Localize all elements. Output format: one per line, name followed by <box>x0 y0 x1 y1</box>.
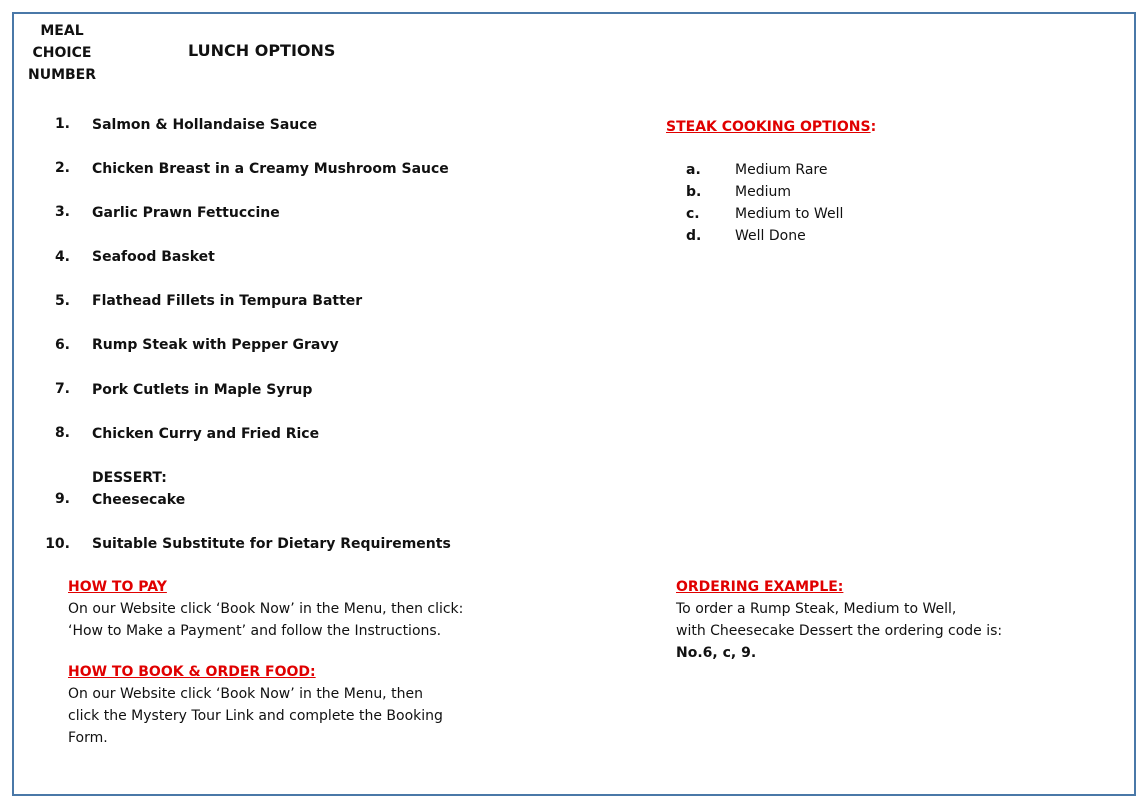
menu-number: 3. <box>54 204 70 220</box>
menu-number: 6. <box>54 337 70 353</box>
header-line: MEAL <box>40 23 84 39</box>
steak-options-title-colon: : <box>870 119 877 135</box>
menu-item: Suitable Substitute for Dietary Requirements <box>92 536 451 552</box>
menu-item: Seafood Basket <box>92 249 215 265</box>
ordering-example-line: To order a Rump Steak, Medium to Well, <box>676 601 957 617</box>
page-title: LUNCH OPTIONS <box>188 41 336 60</box>
menu-item: Flathead Fillets in Tempura Batter <box>92 293 363 309</box>
how-to-book-line: click the Mystery Tour Link and complete the Booking <box>68 708 443 724</box>
how-to-pay-title: HOW TO PAY <box>68 579 167 595</box>
dessert-label: DESSERT: <box>92 470 167 486</box>
menu-item: Rump Steak with Pepper Gravy <box>92 337 339 353</box>
steak-option-label: Well Done <box>735 228 806 244</box>
menu-number: 8. <box>54 425 70 441</box>
how-to-pay-section <box>68 576 463 642</box>
menu-item: Salmon & Hollandaise Sauce <box>92 117 318 133</box>
menu-item: Chicken Breast in a Creamy Mushroom Sauce <box>92 161 449 177</box>
ordering-example-code: No.6, c, 9. <box>676 645 757 661</box>
menu-number: 9. <box>54 491 70 507</box>
steak-option-letter: d. <box>686 228 702 244</box>
steak-option-letter: c. <box>686 206 700 222</box>
how-to-book-section <box>68 661 443 749</box>
steak-options-title-text: STEAK COOKING OPTIONS <box>666 119 871 135</box>
steak-option-label: Medium to Well <box>735 206 844 222</box>
menu-item: Chicken Curry and Fried Rice <box>92 426 320 442</box>
menu-number: 7. <box>54 381 70 397</box>
menu-number: 4. <box>54 249 70 265</box>
menu-item: Pork Cutlets in Maple Syrup <box>92 382 313 398</box>
ordering-example-title: ORDERING EXAMPLE: <box>676 579 844 595</box>
steak-option-label: Medium <box>735 184 791 200</box>
steak-options-title <box>666 116 876 135</box>
steak-option-label: Medium Rare <box>735 162 828 178</box>
meal-choice-number-header <box>20 20 104 86</box>
menu-number: 5. <box>54 293 70 309</box>
menu-item: Garlic Prawn Fettuccine <box>92 205 280 221</box>
ordering-example-section <box>676 576 1002 664</box>
menu-number: 10. <box>45 536 70 552</box>
how-to-book-line: On our Website click ‘Book Now’ in the Menu, then <box>68 686 423 702</box>
header-line: NUMBER <box>27 67 97 83</box>
menu-item: Cheesecake <box>92 492 186 508</box>
steak-option-letter: b. <box>686 184 702 200</box>
menu-number: 1. <box>54 116 70 132</box>
how-to-book-title: HOW TO BOOK & ORDER FOOD: <box>68 664 316 680</box>
how-to-pay-line: On our Website click ‘Book Now’ in the Menu, then click: <box>68 601 464 617</box>
how-to-pay-line: ‘How to Make a Payment’ and follow the Instructions. <box>68 623 442 639</box>
header-line: CHOICE <box>32 45 92 61</box>
menu-number: 2. <box>54 160 70 176</box>
how-to-book-line: Form. <box>68 730 108 746</box>
steak-option-letter: a. <box>686 162 701 178</box>
ordering-example-line: with Cheesecake Dessert the ordering code is: <box>676 623 1003 639</box>
